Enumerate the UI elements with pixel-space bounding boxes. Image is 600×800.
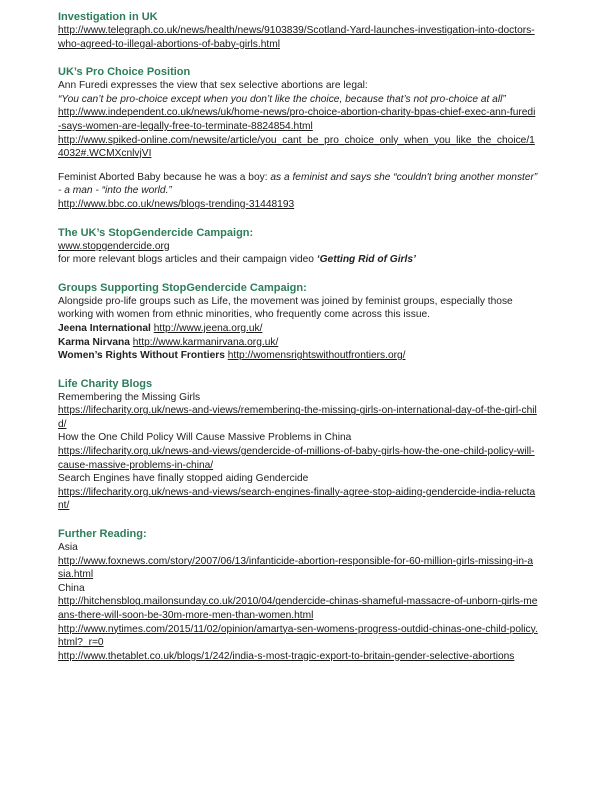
spiked-link[interactable]: http://www.spiked-online.com/newsite/article/you_cant_be_pro_choice_only_when_you_like_the_choice/14032#.WCMXcnlvjVI	[58, 134, 535, 160]
list-item	[58, 336, 538, 350]
jeena-link[interactable]: http://www.jeena.org.uk/	[153, 322, 263, 334]
blog-link[interactable]: https://lifecharity.org.uk/news-and-views/search-engines-finally-agree-stop-aiding-gendercide-india-reluctant/	[58, 486, 536, 512]
document-page	[58, 10, 538, 677]
section-pro-choice	[58, 65, 538, 211]
section-heading: Life Charity Blogs	[58, 377, 153, 390]
blog-link[interactable]: https://lifecharity.org.uk/news-and-views/gendercide-of-millions-of-baby-girls-how-the-one-child-policy-will-cause-massive-problems-in-china/	[58, 446, 535, 471]
telegraph-link[interactable]: http://www.telegraph.co.uk/news/health/news/9103839/Scotland-Yard-launches-investigation-into-doctors-who-agreed-to-illegal-abortions-of-baby-girls.html	[58, 25, 535, 50]
blog-label: Search Engines have finally stopped aiding Gendercide	[58, 473, 309, 485]
blog-label: Remembering the Missing Girls	[58, 391, 201, 403]
hitchens-link[interactable]: http://hitchensblog.mailonsunday.co.uk/2010/04/gendercide-chinas-shameful-massacre-of-unborn-girls-means-there-will-soon-be-30m-more-men-than-women.html	[58, 596, 538, 621]
womens-rights-link[interactable]: http://womensrightswithoutfrontiers.org/	[227, 350, 406, 362]
stopgendercide-link[interactable]: www.stopgendercide.org	[58, 240, 170, 252]
groups-text: Alongside pro-life groups such as Life, the movement was joined by feminist groups, especially those working with women from ethnic minorities, who frequently come across this issue.	[58, 295, 513, 321]
blog-label: How the One Child Policy Will Cause Massive Problems in China	[58, 432, 352, 444]
nytimes-link[interactable]: http://www.nytimes.com/2015/11/02/opinion/amartya-sen-womens-progress-outdid-chinas-one-child-policy.html?_r=0	[58, 623, 538, 649]
feminist-paragraph	[58, 171, 538, 198]
bbc-link[interactable]: http://www.bbc.co.uk/news/blogs-trending-31448193	[58, 198, 295, 210]
region-label: China	[58, 582, 85, 594]
section-heading: The UK’s StopGendercide Campaign:	[58, 226, 254, 239]
section-further-reading	[58, 527, 538, 663]
blog-link[interactable]: https://lifecharity.org.uk/news-and-views/remembering-the-missing-girls-on-international-day-of-the-girl-child/	[58, 405, 537, 430]
region-label: Asia	[58, 542, 78, 554]
campaign-paragraph	[58, 253, 538, 267]
list-item	[58, 349, 538, 363]
feminist-text: Feminist Aborted Baby because he was a boy:	[58, 171, 268, 183]
tablet-link[interactable]: http://www.thetablet.co.uk/blogs/1/242/india-s-most-tragic-export-to-britain-gender-selective-abortions	[58, 650, 515, 662]
group-name: Karma Nirvana	[58, 336, 130, 348]
video-title: ‘Getting Rid of Girls’	[316, 254, 416, 266]
group-name: Women’s Rights Without Frontiers	[58, 350, 225, 362]
section-groups	[58, 281, 538, 363]
section-heading: UK’s Pro Choice Position	[58, 66, 191, 79]
independent-link[interactable]: http://www.independent.co.uk/news/uk/home-news/pro-choice-abortion-charity-bpas-chief-exec-ann-furedi-says-women-are-legally-free-to-terminate-8824854.html	[58, 107, 536, 132]
section-heading: Groups Supporting StopGendercide Campaign:	[58, 281, 307, 294]
karma-nirvana-link[interactable]: http://www.karmanirvana.org.uk/	[132, 336, 279, 348]
group-name: Jeena International	[58, 322, 151, 334]
section-heading: Investigation in UK	[58, 11, 158, 23]
section-campaign	[58, 226, 538, 267]
section-heading: Further Reading:	[58, 528, 147, 541]
section-investigation	[58, 10, 538, 51]
foxnews-link[interactable]: http://www.foxnews.com/story/2007/06/13/infanticide-abortion-responsible-for-60-million-girls-missing-in-asia.html	[58, 555, 534, 581]
section-life-blogs	[58, 377, 538, 513]
list-item	[58, 322, 538, 336]
furedi-quote: “You can’t be pro-choice except when you don’t like the choice, because that’s not pro-choice at all”	[58, 93, 506, 105]
intro-text: Ann Furedi expresses the view that sex selective abortions are legal:	[58, 80, 368, 92]
campaign-text: for more relevant blogs articles and their campaign video	[58, 254, 314, 266]
feminist-quote: as a feminist and says she “couldn't bring another monster” - a man - “into the world.”	[58, 171, 538, 197]
